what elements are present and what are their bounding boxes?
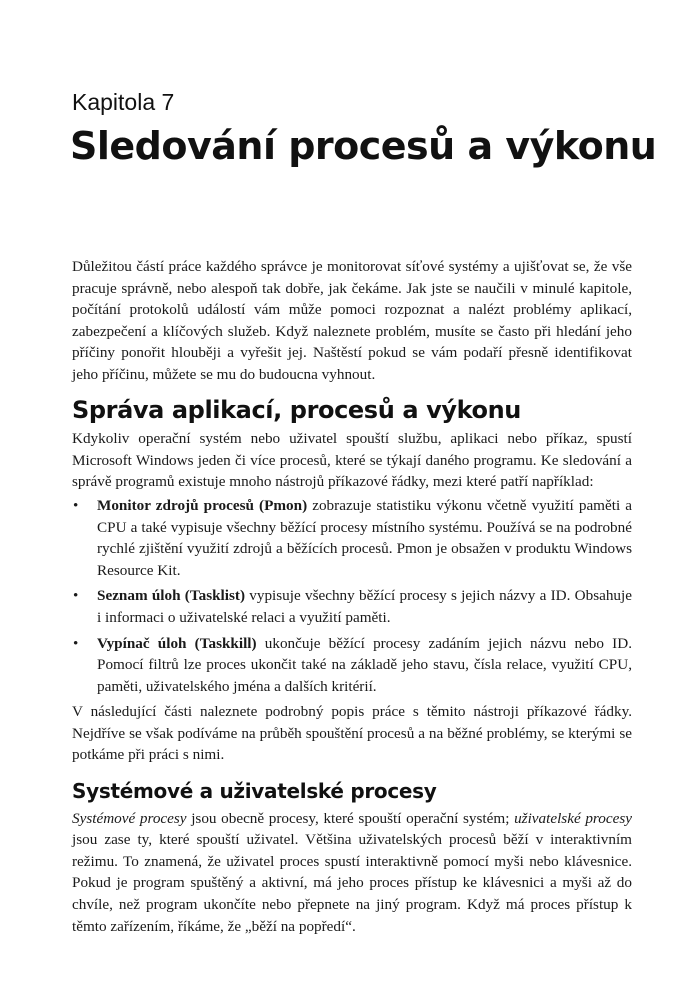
bullet-icon: • [73,634,79,652]
section-heading-2: Systémové a uživatelské procesy [72,779,437,804]
list-item [72,585,632,628]
list-item-text: ukončuje běžící procesy zadáním jejich názvu nebo ID. Pomocí filtrů lze proces ukončit také na základě jeho stavu, čísla relace, využití CPU, paměti, uživatelského jména a dalších kritérií. [97,634,632,695]
section-heading-1: Správa aplikací, procesů a výkonu [72,395,521,424]
paragraph-text: jsou zase ty, které spouští uživatel. Většina uživatelských procesů běží v interaktivním režimu. To znamená, že uživatel proces spustí interaktivně pomocí myši nebo klávesnice. Pokud je program spuštěný a aktivní, má jeho proces přístup ke klávesnici a myši až do chvíle, než program ukončíte nebo přepnete na jiný program. Když má proces přístup k těmto zařízením, říkáme, že „běží na popředí“. [72,831,632,935]
bullet-icon: • [73,587,79,605]
term-system-processes: Systémové procesy [72,809,187,827]
list-item-text: zobrazuje statistiku výkonu včetně využití paměti a CPU a také vypisuje všechny běžící procesy místního systému. Používá se na podrobné rychlé zjištění využití zdrojů a běžících procesů. Pmon je obsažen v produktu Windows Resource Kit. [97,496,632,579]
list-item [72,495,632,581]
paragraph-text: jsou obecně procesy, které spouští operační systém; [186,809,515,827]
bullet-icon: • [73,496,79,514]
list-item-term: Vypínač úloh (Taskkill) [97,634,257,652]
tool-list [72,495,632,697]
list-item-text: vypisuje všechny běžící procesy s jejich názvy a ID. Obsahuje i informaci o uživatelské relaci a využití paměti. [97,587,632,626]
chapter-label: Kapitola 7 [72,89,175,115]
section1-paragraph: Kdykoliv operační systém nebo uživatel spouští službu, aplikaci nebo příkaz, spustí Microsoft Windows jeden či více procesů, které se týkají daného programu. Ke sledování a správě programů existuje mnoho nástrojů příkazové řádky, mezi které patří například: [72,430,632,491]
list-item-term: Monitor zdrojů procesů (Pmon) [97,496,308,514]
intro-paragraph: Důležitou částí práce každého správce je monitorovat síťové systémy a ujišťovat se, že vše pracuje správně, nebo alespoň tak dobře, jak čekáme. Jak jste se naučili v minulé kapitole, počítání protokolů událostí vám může pomoci rozpoznat a nalézt problémy aplikací, zabezpečení a klíčových služeb. Když naleznete problém, musíte se často při hledání jeho příčiny ponořit hlouběji a vyřešit jej. Naštěstí pokud se vám podaří přesně identifikovat jeho příčinu, můžete se mu do budoucna vyhnout. [72,258,632,383]
section2-paragraph [72,808,632,938]
list-item [72,633,632,698]
body-text [72,256,632,937]
chapter-title: Sledování procesů a výkonu [70,124,657,168]
section1-closing-paragraph: V následující části naleznete podrobný popis práce s těmito nástroji příkazové řádky. Nejdříve se však podíváme na průběh spouštění procesů a na běžné problémy, se kterými se potkáme při práci s nimi. [72,703,632,764]
list-item-term: Seznam úloh (Tasklist) [97,587,246,605]
term-user-processes: uživatelské procesy [514,809,632,827]
